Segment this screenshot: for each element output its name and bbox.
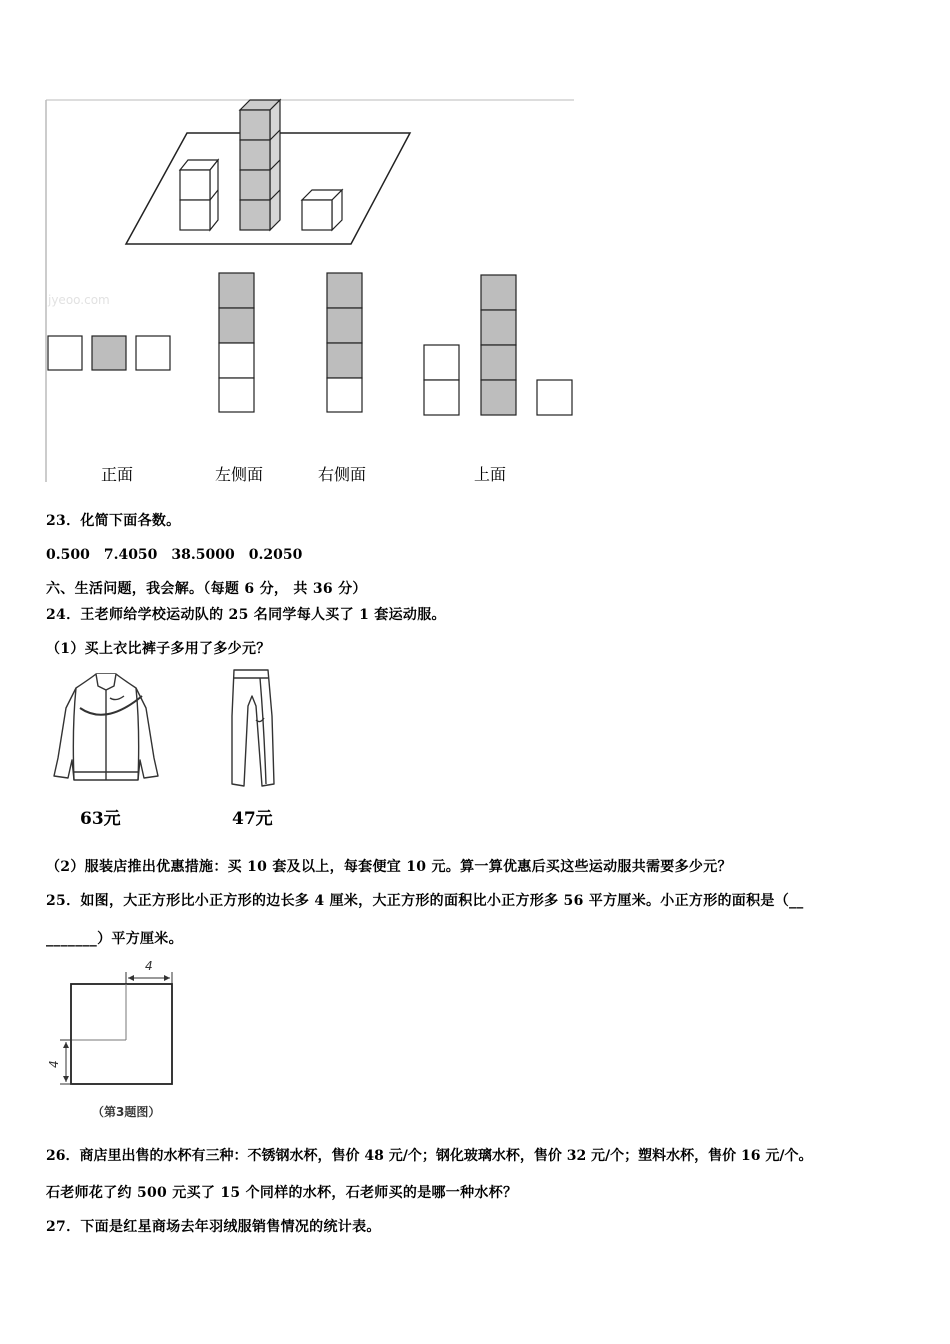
- q26-line2: 石老师花了约 500 元买了 15 个同样的水杯，石老师买的是哪一种水杯？: [46, 1185, 518, 1201]
- dim-top-label: 4: [145, 959, 153, 973]
- q26-line1: 26．商店里出售的水杯有三种：不锈钢水杯，售价 48 元/个；钢化玻璃水杯，售价 32 元/个；塑料水杯，售价 16 元/个。: [46, 1148, 813, 1164]
- q23-numbers: 0.500 7.4050 38.5000 0.2050: [46, 547, 303, 563]
- big-square: [71, 984, 172, 1084]
- q25-line2: _______）平方厘米。: [46, 931, 183, 947]
- cube-stack-left: [180, 160, 218, 230]
- dim-top-arrow-right: [164, 975, 170, 981]
- jacket-image: [46, 668, 166, 788]
- cube-stack-right: [302, 190, 342, 230]
- dim-left-arrow-bottom: [63, 1076, 69, 1082]
- square-figure-svg: [46, 956, 186, 1126]
- top-view-label: 上面: [474, 465, 507, 484]
- q23-title: 23．化简下面各数。: [46, 513, 181, 529]
- left-view-label: 左侧面: [215, 465, 264, 484]
- jacket-price: 63元: [80, 809, 121, 829]
- q24-part2: （2）服装店推出优惠措施：买 10 套及以上，每套便宜 10 元。算一算优惠后买这些运动服共需要多少元？: [46, 859, 732, 875]
- right-view-label: 右侧面: [318, 465, 367, 484]
- front-view: [48, 336, 170, 370]
- square-figure: [46, 956, 186, 1126]
- front-view-label: 正面: [101, 465, 134, 484]
- jacket-icon: [46, 668, 166, 788]
- watermark-text: jyeoo.com: [48, 293, 110, 307]
- pants-icon: [222, 666, 282, 790]
- dim-top-arrow-left: [128, 975, 134, 981]
- q24-title: 24．王老师给学校运动队的 25 名同学每人买了 1 套运动服。: [46, 607, 446, 623]
- top-view: [424, 275, 572, 415]
- cube-stack-center: [240, 100, 280, 230]
- q24-part1: （1）买上衣比裤子多用了多少元？: [46, 641, 271, 657]
- dim-left-arrow-top: [63, 1042, 69, 1048]
- q27-title: 27．下面是红星商场去年羽绒服销售情况的统计表。: [46, 1219, 381, 1235]
- right-side-view: [327, 273, 362, 412]
- square-figure-caption: （第3题图）: [92, 1105, 161, 1119]
- q25-line1: 25．如图，大正方形比小正方形的边长多 4 厘米，大正方形的面积比小正方形多 56 平方厘米。小正方形的面积是（__: [46, 893, 804, 909]
- dim-left-label: 4: [47, 1060, 61, 1068]
- left-side-view: [219, 273, 254, 412]
- section6-title: 六、生活问题，我会解。（每题 6 分， 共 36 分）: [46, 581, 367, 597]
- three-view-figure-svg: [44, 98, 576, 490]
- three-view-figure: [44, 98, 576, 490]
- pants-image: [222, 666, 282, 790]
- pants-price: 47元: [232, 809, 273, 829]
